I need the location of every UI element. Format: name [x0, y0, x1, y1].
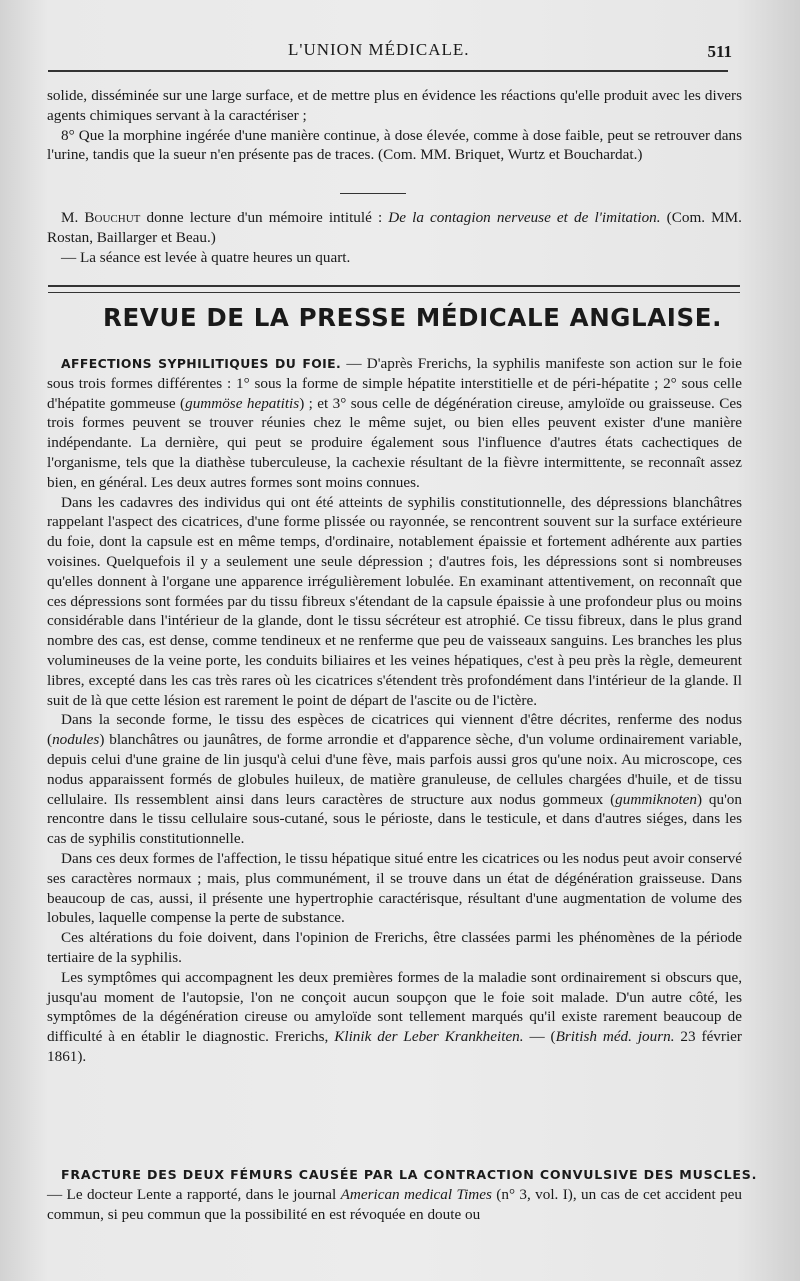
- bouchut-block: [47, 208, 742, 267]
- article1-paragraph-2: Dans les cadavres des individus qui ont été atteints de syphilis constitutionnelle, des dépressions blanchâtres rappelant l'aspect des cicatrices, d'une forme plissée ou rayonnée, se rencontrent souvent sur la surface extérieure du foie, dont la capsule est en même temps, d'ordinaire, notablement épaissie et fortement adhérente aux parties voisines. Quelquefois il y a seulement une seule dépression ; d'autres fois, les dépressions sont si nombreuses qu'elles donnent à l'organe une apparence irrégulièrement lobulée. En examinant attentivement, on reconnaît que ces dépressions sont formées par du tissu fibreux s'étendant de la capsule épaissie à une profondeur plus ou moins considérable dans l'intérieur de la glande, dont le tissu sécréteur est atrophié. Ce tissu fibreux, dans le plus grand nombre des cas, est dense, comme tendineux et ne renferme que peu de vaisseaux sanguins. Les branches les plus volumineuses de la veine porte, les conduits biliaires et les veines hépatiques, c'est à peu près la règle, demeurent libres, excepté dans les cas très rares où les cicatrices s'étendent très profondément dans l'intérieur de la glande. Il suit de là que cette lésion est rarement le point de départ de l'ascite ou de l'ictère.: [47, 493, 742, 709]
- conclusion-8-paragraph: 8° Que la morphine ingérée d'une manière continue, à dose élevée, comme à dose faible, peut se retrouver dans l'urine, tandis que la sueur n'en présente pas de traces. (Com. MM. Briquet, Wurtz et Bouchardat.): [47, 126, 742, 164]
- book-title: Klinik der Leber Krankheiten.: [334, 1028, 524, 1046]
- page-header: [38, 40, 730, 70]
- article1-paragraph-4: Dans ces deux formes de l'affection, le tissu hépatique situé entre les cicatrices ou les nodus peut avoir conservé ses caractères normaux ; mais, plus communément, il se trouve dans un état de dégénération graisseuse. Dans beaucoup de cas, aussi, il présente une hypertrophie caractérisque, résultant d'une augmentation de volume des lobules, laquelle compense la perte de substance.: [47, 849, 742, 927]
- short-separator-rule: [340, 193, 406, 194]
- article1-paragraph-5: Ces altérations du foie doivent, dans l'opinion de Frerichs, être classées parmi les phénomènes de la période tertiaire de la syphilis.: [47, 929, 742, 966]
- session-closing: — La séance est levée à quatre heures un quart.: [61, 248, 351, 266]
- article2-paragraph-1: — Le docteur Lente a rapporté, dans le journal American medical Times (n° 3, vol. I), un cas de cet accident peu commun, si peu commun que la possibilité en est révoquée en doute ou: [47, 1185, 742, 1223]
- running-title: L'UNION MÉDICALE.: [288, 40, 470, 59]
- article1-paragraph-1: AFFECTIONS SYPHILITIQUES DU FOIE. — D'après Frerichs, la syphilis manifeste son action sur le foie sous trois formes différentes : 1° sous la forme de simple hépatite interstitielle et de péri-hépatite ; 2° sous celle d'hépatite gommeuse (gummöse hepatitis) ; et 3° sous celle de dégénération cireuse, amyloïde ou graisseuse. Ces trois formes peuvent se trouver réunies chez le même sujet, ou bien elles peuvent exister d'une manière indépendante. La dernière, qui peut se produire également sous l'influence d'autres états cachectiques de l'organisme, tels que la diathèse tuberculeuse, la cachexie résultant de la fièvre intermittente, se reconnaît assez bien, en général. Les deux autres formes sont moins connues.: [47, 355, 742, 491]
- bouchut-name: Bouchut: [84, 209, 141, 226]
- article1-paragraph-3: Dans la seconde forme, le tissu des espèces de cicatrices qui viennent d'être décrites, renferme des nodus (nodules) blanchâtres ou jaunâtres, de forme arrondie et d'apparence sèche, d'un volume ordinairement variable, depuis celui d'une graine de lin jusqu'à celui d'une fève, mais parfois aussi gros qu'une noix. Au microscope, ces nodus apparaissent formés de globules huileux, de matière granuleuse, de cellules chargées d'huile, et de tissu cellulaire. Ils ressemblent ainsi dans leurs caractères de structure aux nodus gommeux (gummiknoten) qu'on rencontre dans le tissu cellulaire sous-cutané, sous le périoste, dans le testicule, et dans d'autres siéges, dans les cas de syphilis constitutionnelle.: [47, 711, 742, 848]
- article1-heading: AFFECTIONS SYPHILITIQUES DU FOIE.: [61, 356, 342, 371]
- section-title: REVUE DE LA PRESSE MÉDICALE ANGLAISE.: [103, 303, 722, 332]
- bouchut-paragraph: M. Bouchut donne lecture d'un mémoire intitulé : De la contagion nerveuse et de l'imitation. (Com. MM. Rostan, Baillarger et Beau.): [47, 209, 742, 246]
- article1-paragraph-6: Les symptômes qui accompagnent les deux premières formes de la maladie sont ordinairement si obscurs que, jusqu'au moment de l'autopsie, l'on ne conçoit aucun soupçon que le foie soit malade. D'un autre côté, les symptômes de la dégénération cireuse ou amyloïde sont tellement marqués qu'il existe rarement beaucoup de difficulté à en établir le diagnostic. Frerichs, Klinik der Leber Krankheiten. — (British méd. journ. 23 février 1861).: [47, 968, 742, 1065]
- article-syphilis-foie: [47, 354, 742, 1067]
- continued-text-block: [47, 86, 742, 165]
- header-rule: [48, 70, 728, 72]
- journal-title: British méd. journ.: [555, 1028, 675, 1046]
- double-separator-rule: [48, 285, 740, 293]
- continued-paragraph: solide, disséminée sur une large surface, et de mettre plus en évidence les réactions qu'elle produit avec les divers agents chimiques servant à la caractériser ;: [47, 87, 742, 124]
- page-number: 511: [707, 42, 732, 61]
- memoir-title: De la contagion nerveuse et de l'imitation.: [388, 209, 661, 226]
- article-fracture-femurs: [47, 1165, 758, 1224]
- article2-heading: FRACTURE DES DEUX FÉMURS CAUSÉE PAR LA CONTRACTION CONVULSIVE DES MUSCLES.: [61, 1167, 758, 1182]
